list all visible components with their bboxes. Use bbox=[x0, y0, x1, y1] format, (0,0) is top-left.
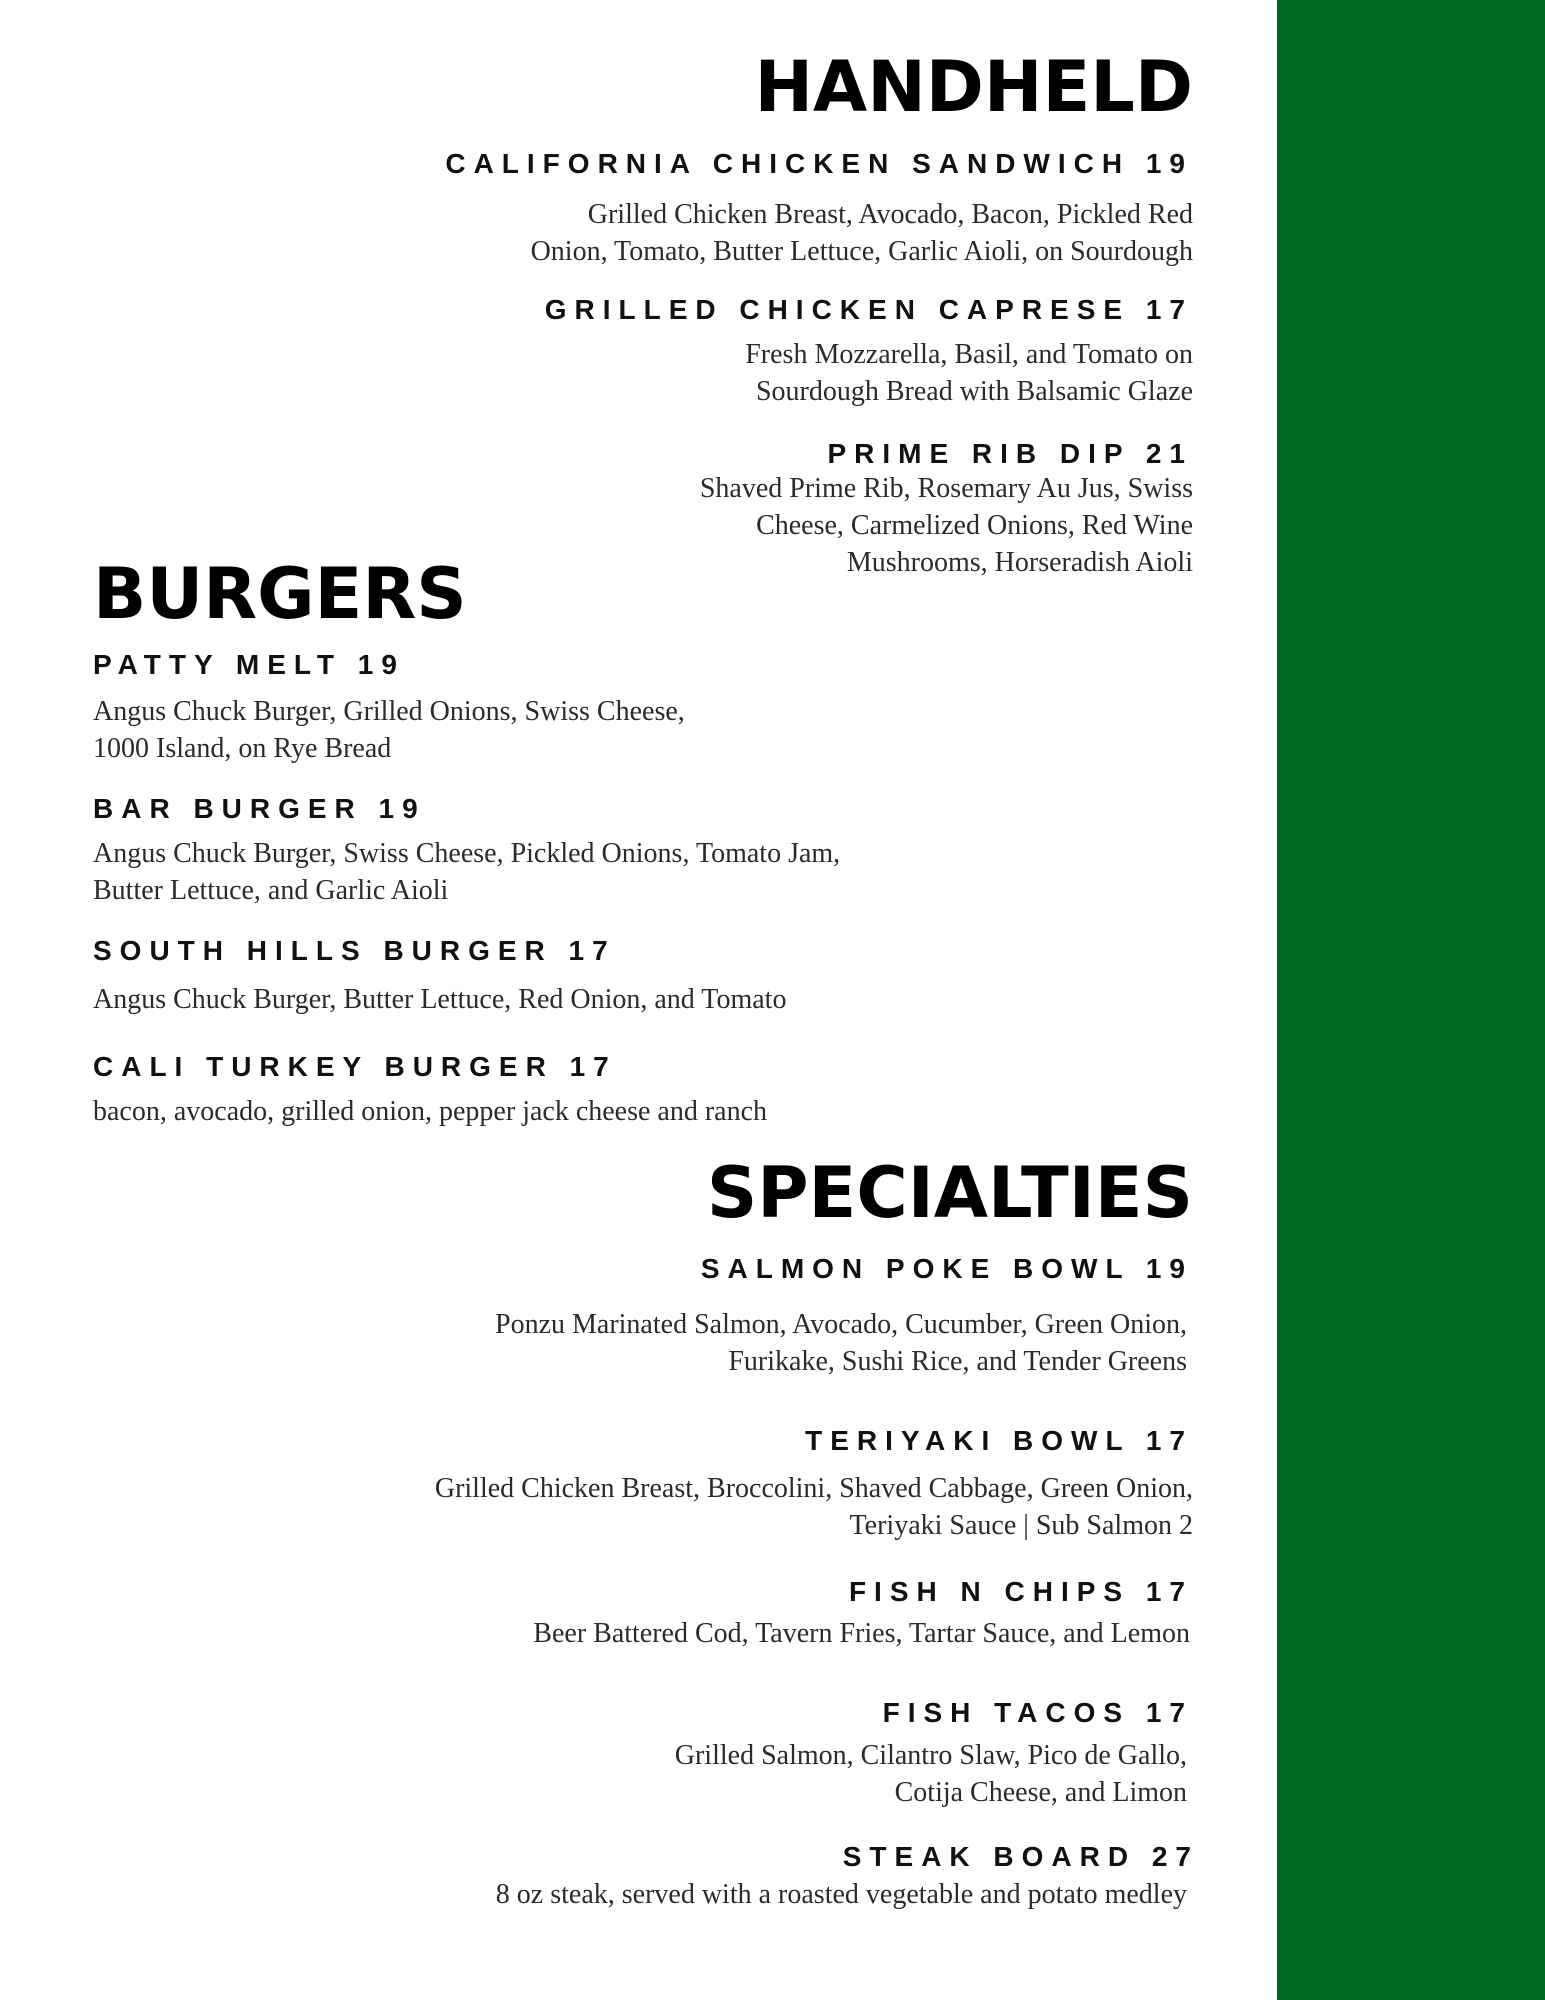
desc-line: 8 oz steak, served with a roasted vegetable and potato medley bbox=[495, 1879, 1187, 1910]
menu-item-prime-rib-dip-desc bbox=[700, 470, 1193, 581]
menu-item-salmon-poke-bowl-desc bbox=[495, 1306, 1187, 1380]
desc-line: Angus Chuck Burger, Butter Lettuce, Red Onion, and Tomato bbox=[93, 984, 787, 1015]
menu-item-fish-n-chips-name: FISH N CHIPS 17 bbox=[848, 1576, 1193, 1607]
menu-item-teriyaki-bowl-name: TERIYAKI BOWL 17 bbox=[805, 1425, 1193, 1456]
desc-line: Grilled Salmon, Cilantro Slaw, Pico de Gallo, bbox=[674, 1740, 1187, 1771]
desc-line: Shaved Prime Rib, Rosemary Au Jus, Swiss bbox=[699, 473, 1193, 504]
desc-line: Teriyaki Sauce | Sub Salmon 2 bbox=[849, 1510, 1193, 1541]
desc-line: Sourdough Bread with Balsamic Glaze bbox=[755, 376, 1193, 407]
desc-line: Cotija Cheese, and Limon bbox=[894, 1777, 1187, 1808]
menu-item-bar-burger-name: BAR BURGER 19 bbox=[93, 793, 426, 824]
menu-item-south-hills-burger-desc bbox=[93, 981, 786, 1018]
desc-line: bacon, avocado, grilled onion, pepper jack cheese and ranch bbox=[93, 1096, 768, 1127]
menu-item-fish-tacos-name: FISH TACOS 17 bbox=[882, 1697, 1193, 1728]
menu-item-patty-melt-name: PATTY MELT 19 bbox=[93, 649, 405, 680]
desc-line: Furikake, Sushi Rice, and Tender Greens bbox=[728, 1346, 1187, 1377]
desc-line: Cheese, Carmelized Onions, Red Wine bbox=[756, 510, 1193, 541]
menu-item-cali-turkey-burger-name: CALI TURKEY BURGER 17 bbox=[93, 1051, 617, 1082]
menu-item-steak-board-desc bbox=[496, 1876, 1187, 1913]
desc-line: Onion, Tomato, Butter Lettuce, Garlic Aioli, on Sourdough bbox=[530, 236, 1193, 267]
desc-line: Angus Chuck Burger, Swiss Cheese, Pickled Onions, Tomato Jam, bbox=[93, 838, 841, 869]
specialties-section-title: SPECIALTIES bbox=[706, 1152, 1193, 1234]
menu-item-grilled-chicken-caprese-desc bbox=[745, 336, 1193, 410]
menu-item-california-chicken-sandwich-name: CALIFORNIA CHICKEN SANDWICH 19 bbox=[445, 148, 1193, 179]
menu-item-steak-board-name: STEAK BOARD 27 bbox=[842, 1841, 1199, 1872]
desc-line: Angus Chuck Burger, Grilled Onions, Swiss Cheese, bbox=[93, 696, 685, 727]
menu-item-california-chicken-sandwich-desc bbox=[531, 196, 1193, 270]
menu-item-grilled-chicken-caprese-name: GRILLED CHICKEN CAPRESE 17 bbox=[544, 294, 1193, 325]
desc-line: 1000 Island, on Rye Bread bbox=[93, 733, 392, 764]
desc-line: Fresh Mozzarella, Basil, and Tomato on bbox=[745, 339, 1193, 370]
menu-item-cali-turkey-burger-desc bbox=[93, 1093, 767, 1130]
desc-line: Mushrooms, Horseradish Aioli bbox=[846, 547, 1193, 578]
menu-item-bar-burger-desc bbox=[93, 835, 840, 909]
menu-item-salmon-poke-bowl-name: SALMON POKE BOWL 19 bbox=[700, 1253, 1193, 1284]
menu-item-patty-melt-desc bbox=[93, 693, 685, 767]
menu-item-prime-rib-dip-name: PRIME RIB DIP 21 bbox=[827, 438, 1193, 469]
menu-item-south-hills-burger-name: SOUTH HILLS BURGER 17 bbox=[93, 935, 616, 966]
desc-line: Ponzu Marinated Salmon, Avocado, Cucumber, Green Onion, bbox=[495, 1309, 1187, 1340]
menu-item-teriyaki-bowl-desc bbox=[435, 1470, 1193, 1544]
menu-item-fish-tacos-desc bbox=[675, 1737, 1187, 1811]
menu-item-fish-n-chips-desc bbox=[533, 1615, 1190, 1652]
desc-line: Grilled Chicken Breast, Avocado, Bacon, Pickled Red bbox=[587, 199, 1193, 230]
desc-line: Butter Lettuce, and Garlic Aioli bbox=[93, 875, 449, 906]
handheld-section-title: HANDHELD bbox=[754, 46, 1193, 128]
desc-line: Grilled Chicken Breast, Broccolini, Shaved Cabbage, Green Onion, bbox=[434, 1473, 1193, 1504]
burgers-section-title: BURGERS bbox=[93, 553, 467, 635]
green-side-band bbox=[1277, 0, 1545, 2000]
desc-line: Beer Battered Cod, Tavern Fries, Tartar Sauce, and Lemon bbox=[533, 1618, 1190, 1649]
